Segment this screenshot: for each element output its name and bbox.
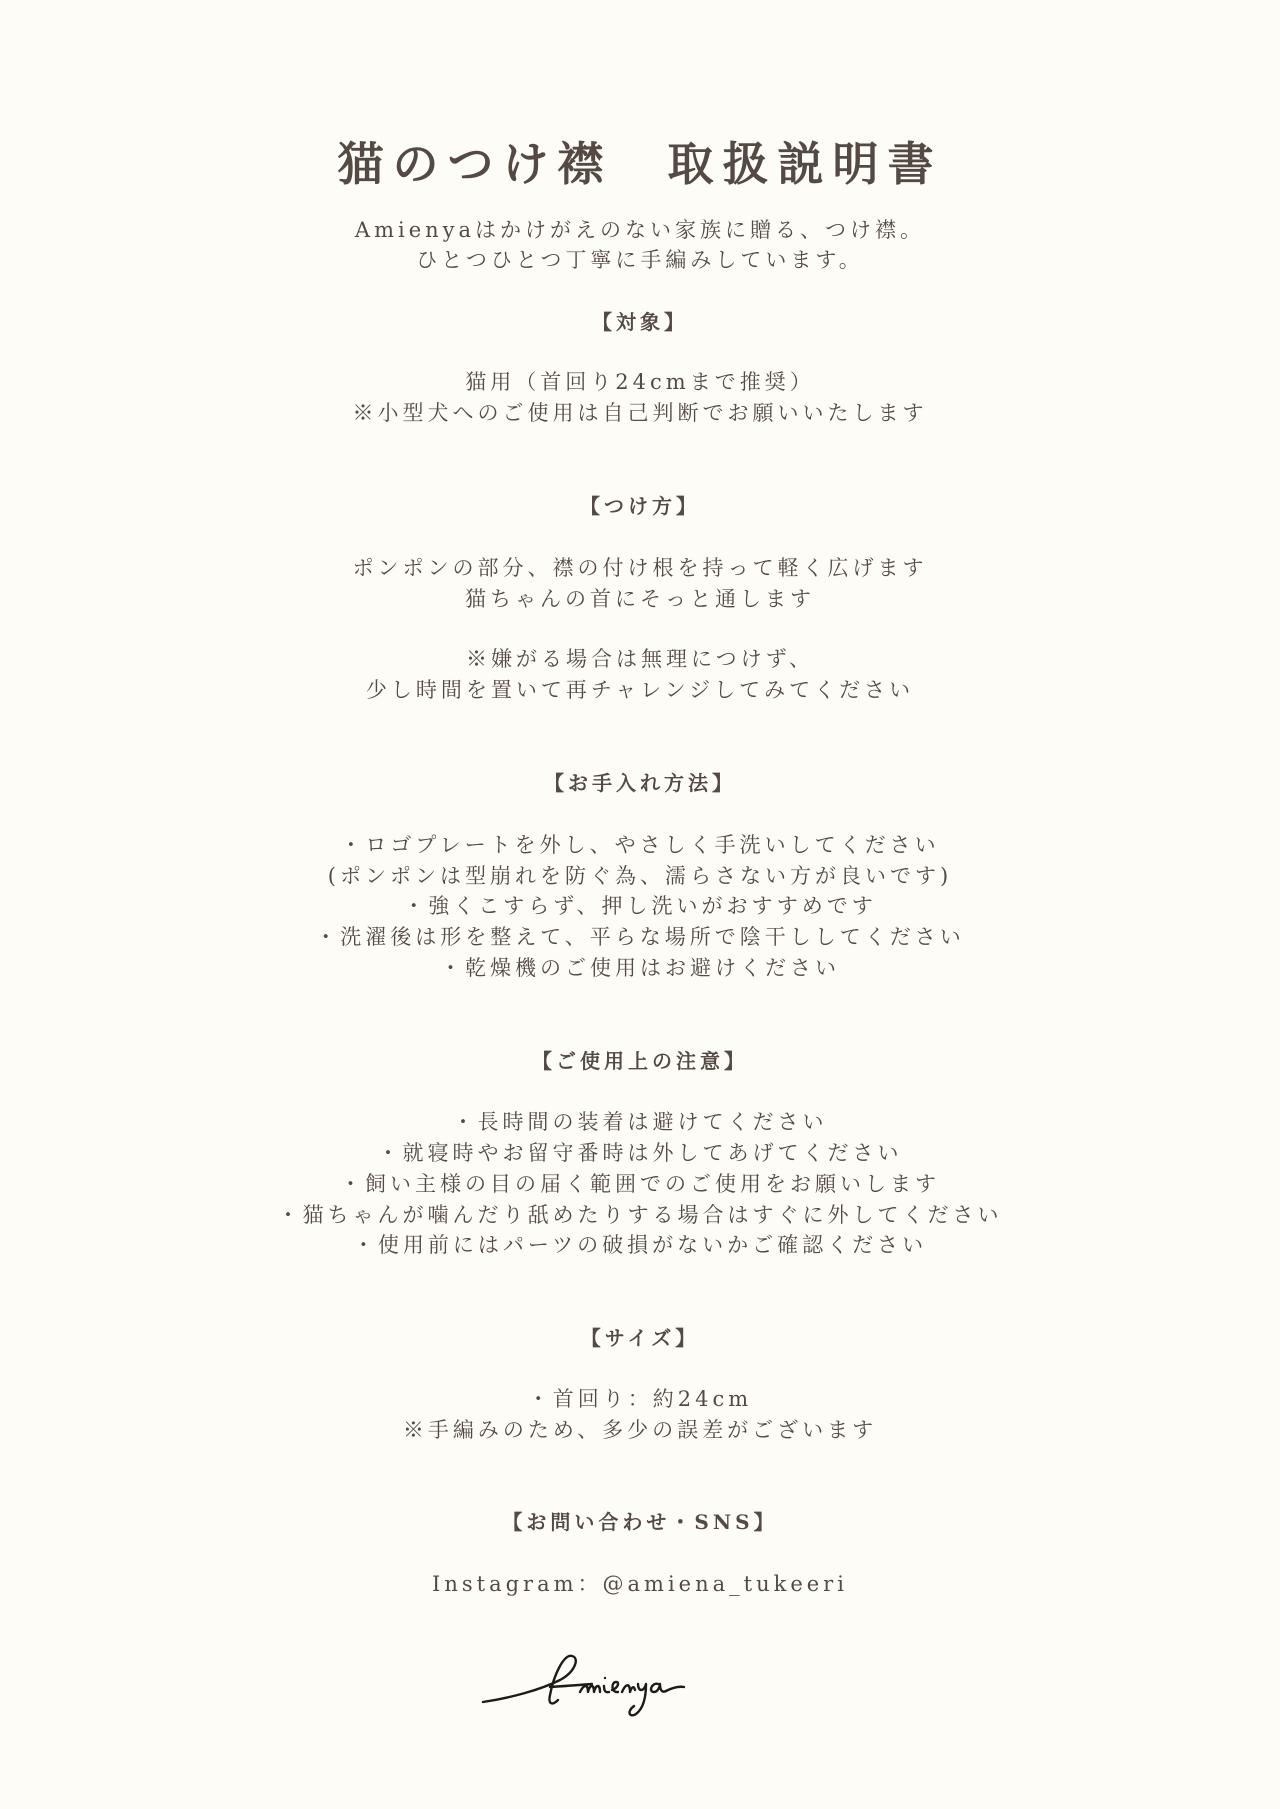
cautions-line-1: ・長時間の装着は避けてください <box>452 1110 828 1134</box>
how-to-wear-note-1: ※嫌がる場合は無理につけず、 <box>466 647 814 671</box>
care-line-4: ・洗濯後は形を整えて、平らな場所で陰干ししてください <box>315 925 965 949</box>
size-line-1: ・首回り：約24cm <box>527 1387 753 1411</box>
instagram-handle: Instagram：@amiena_tukeeri <box>432 1572 848 1596</box>
section-heading-target: 【対象】 <box>592 310 688 334</box>
care-line-3: ・強くこすらず、押し洗いがおすすめです <box>403 894 877 918</box>
signature-logo <box>480 1640 800 1720</box>
care-line-1: ・ロゴプレートを外し、やさしく手洗いしてください <box>340 833 940 857</box>
cautions-line-2: ・就寝時やお留守番時は外してあげてください <box>377 1141 903 1165</box>
page-title: 猫のつけ襟 取扱説明書 <box>337 137 943 191</box>
section-heading-how-to-wear: 【つけ方】 <box>580 494 700 518</box>
care-line-5: ・乾燥機のご使用はお避けください <box>440 956 840 980</box>
how-to-wear-note-2: 少し時間を置いて再チャレンジしてみてください <box>365 678 915 702</box>
how-to-wear-line-2: 猫ちゃんの首にそっと通します <box>465 587 815 611</box>
cautions-line-3: ・飼い主様の目の届く範囲でのご使用をお願いします <box>340 1172 940 1196</box>
section-heading-cautions: 【ご使用上の注意】 <box>532 1049 748 1073</box>
target-line-1: 猫用（首回り24cmまで推奨） <box>465 370 815 394</box>
size-line-2: ※手編みのため、多少の誤差がございます <box>402 1418 878 1442</box>
section-heading-care: 【お手入れ方法】 <box>544 771 736 795</box>
how-to-wear-line-1: ポンポンの部分、襟の付け根を持って軽く広げます <box>352 556 928 580</box>
section-heading-contact: 【お問い合わせ・SNS】 <box>502 1510 778 1534</box>
cautions-line-4: ・猫ちゃんが噛んだり舐めたりする場合はすぐに外してください <box>277 1203 1003 1227</box>
section-heading-size: 【サイズ】 <box>580 1326 700 1350</box>
target-line-2: ※小型犬へのご使用は自己判断でお願いいたします <box>352 401 928 425</box>
intro-line-2: ひとつひとつ丁寧に手編みしています。 <box>416 248 864 272</box>
care-line-2: (ポンポンは型崩れを防ぐ為、濡らさない方が良いです) <box>327 864 953 888</box>
cautions-line-5: ・使用前にはパーツの破損がないかご確認ください <box>352 1233 928 1257</box>
intro-line-1: Amienyaはかけがえのない家族に贈る、つけ襟。 <box>354 218 926 242</box>
